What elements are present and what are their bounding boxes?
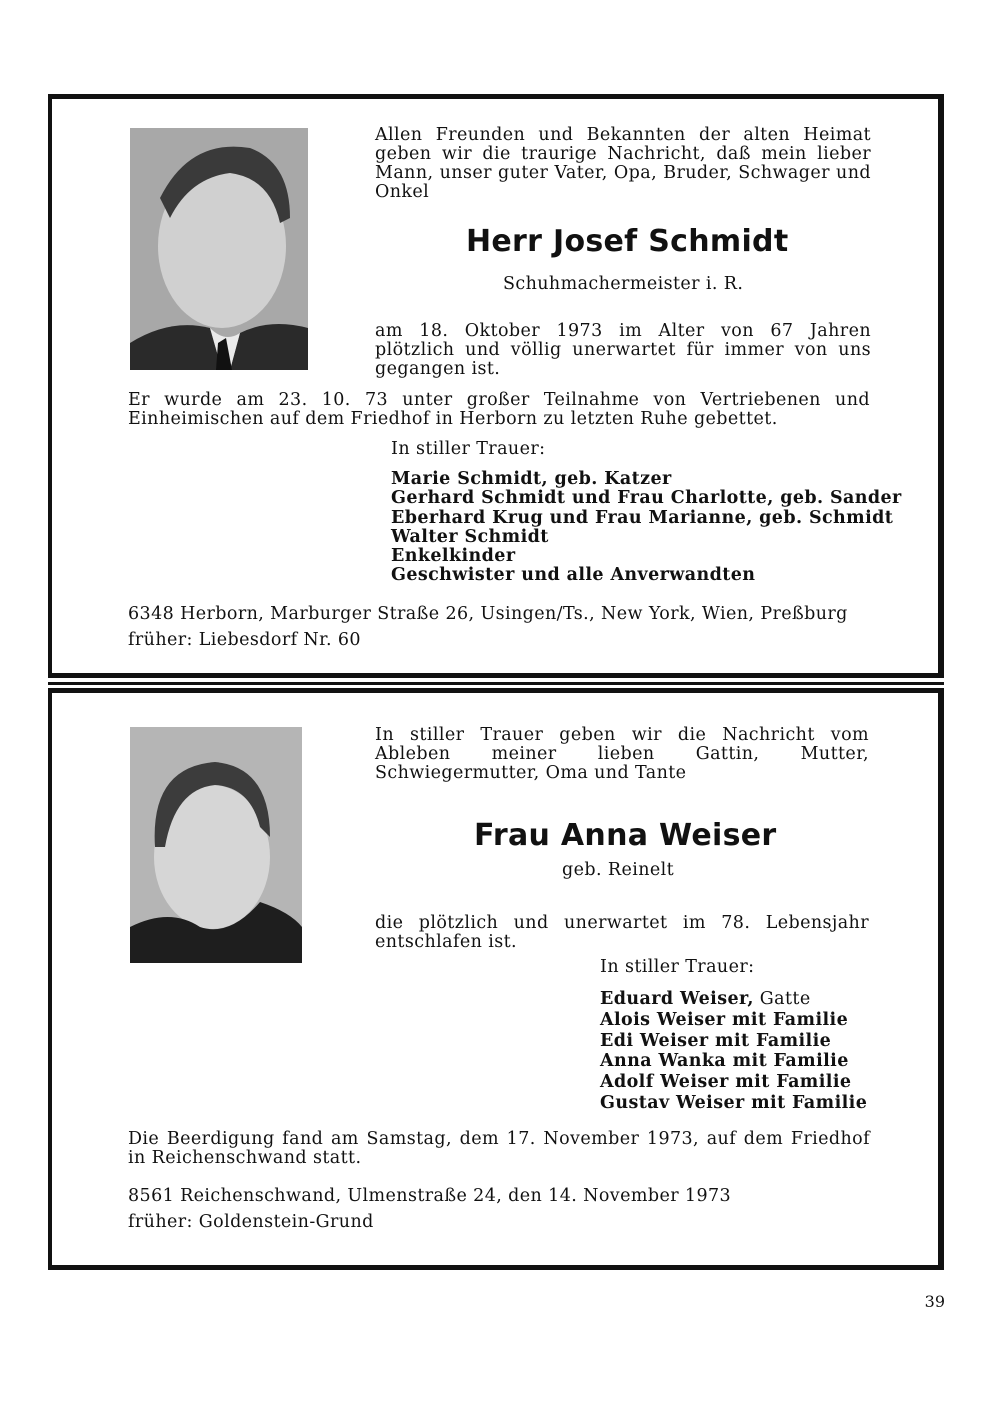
profession: Schuhmachermeister i. R.: [503, 274, 744, 294]
portrait-photo-anna-weiser: [130, 727, 302, 963]
mourner: Marie Schmidt, geb. Katzer: [391, 469, 672, 489]
intro-text: Allen Freunden und Bekannten der alten Heimat geben wir die traurige Nachricht, daß mein lieber Mann, unser guter Vater, Opa, Bruder, Schwager und Onkel: [375, 125, 871, 202]
mourner: Geschwister und alle Anverwandten: [391, 565, 756, 586]
former-residence: früher: Liebesdorf Nr. 60: [128, 630, 361, 650]
portrait-photo-josef-schmidt: [130, 128, 308, 370]
mourner: Adolf Weiser mit Familie: [600, 1072, 852, 1093]
deceased-name: Herr Josef Schmidt: [466, 224, 789, 259]
mourner: Enkelkinder: [391, 546, 516, 567]
deceased-name: Frau Anna Weiser: [474, 818, 777, 853]
burial-text: Er wurde am 23. 10. 73 unter großer Teilnahme von Vertriebenen und Einheimischen auf dem Friedhof in Herborn zu letzten Ruhe gebettet.: [128, 390, 870, 429]
page-number: 39: [924, 1292, 945, 1311]
mourning-label: In stiller Trauer:: [391, 439, 546, 459]
mourner: Alois Weiser mit Familie: [600, 1009, 849, 1030]
mourner: Eduard Weiser, Gatte: [600, 989, 811, 1009]
address: 8561 Reichenschwand, Ulmenstraße 24, den 14. November 1973: [128, 1186, 732, 1206]
mourner: Gustav Weiser mit Familie: [600, 1092, 868, 1113]
funeral-text: Die Beerdigung fand am Samstag, dem 17. November 1973, auf dem Friedhof in Reichenschwand statt.: [128, 1129, 870, 1168]
death-text: am 18. Oktober 1973 im Alter von 67 Jahren plötzlich und völlig unerwartet für immer von uns gegangen ist.: [375, 321, 871, 379]
death-text: die plötzlich und unerwartet im 78. Lebensjahr entschlafen ist.: [375, 913, 869, 952]
mourner: Edi Weiser mit Familie: [600, 1030, 832, 1051]
address: 6348 Herborn, Marburger Straße 26, Usingen/Ts., New York, Wien, Preßburg: [128, 604, 848, 624]
divider-rule: [48, 682, 944, 685]
intro-text: In stiller Trauer geben wir die Nachricht vom Ableben meiner lieben Gattin, Mutter, Schwiegermutter, Oma und Tante: [375, 725, 869, 783]
mourner: Eberhard Krug und Frau Marianne, geb. Schmidt: [391, 507, 894, 528]
mourner: Walter Schmidt: [391, 526, 549, 547]
maiden-name: geb. Reinelt: [562, 860, 675, 880]
mourning-label: In stiller Trauer:: [600, 957, 755, 977]
mourners-list: [600, 989, 867, 1114]
mourner: Gerhard Schmidt und Frau Charlotte, geb. Sander: [391, 488, 902, 509]
mourners-list: [391, 470, 902, 586]
mourner: Anna Wanka mit Familie: [600, 1051, 849, 1072]
former-residence: früher: Goldenstein-Grund: [128, 1212, 374, 1232]
